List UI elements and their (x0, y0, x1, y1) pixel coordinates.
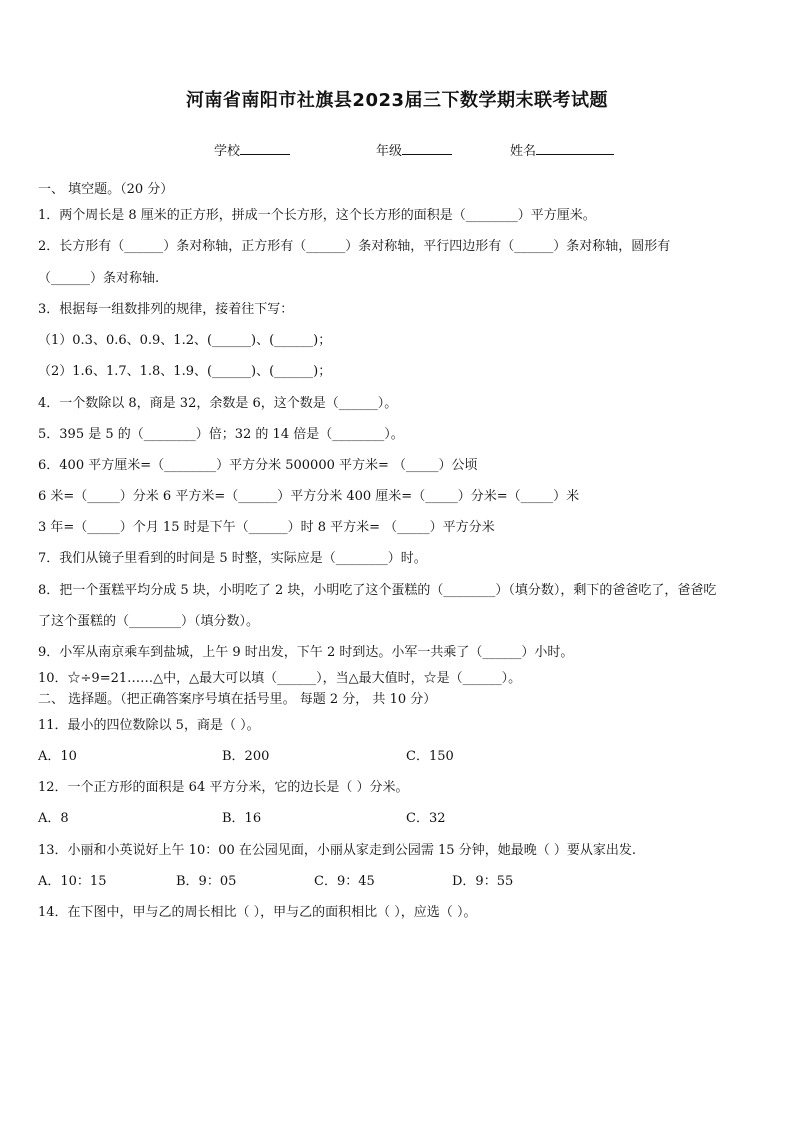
question-2-line-1: 2．长方形有（______）条对称轴，正方形有（______）条对称轴，平行四边形有（______）条对称轴，圆形有 (38, 239, 671, 254)
question-13-option-b: B．9：05 (176, 874, 237, 889)
name-blank (536, 142, 614, 155)
question-14: 14．在下图中，甲与乙的周长相比（ ），甲与乙的面积相比（ ），应选（ ）。 (38, 905, 477, 920)
question-6-line-1: 6．400 平方厘米=（________）平方分米 500000 平方米= （_____）公顷 (38, 458, 478, 473)
question-8-line-2: 了这个蛋糕的（________）（填分数）。 (38, 614, 260, 629)
question-3-part-1: （1）0.3、0.6、0.9、1.2、(______)、(______)； (38, 333, 332, 348)
question-6-line-2: 6 米=（_____）分米 6 平方米=（______）平方分米 400 厘米=（_____）分米=（_____）米 (38, 489, 580, 504)
question-11-option-b: B．200 (222, 749, 270, 764)
question-2-line-2: （______）条对称轴. (38, 271, 160, 286)
question-11-option-a: A．10 (38, 749, 77, 764)
question-6-line-3: 3 年=（_____）个月 15 时是下午（______）时 8 平方米= （_____）平方分米 (38, 520, 495, 535)
question-13-option-c: C．9：45 (314, 874, 375, 889)
school-field (214, 140, 290, 159)
grade-field (376, 140, 452, 159)
question-12-option-a: A．8 (38, 811, 69, 826)
question-13-option-d: D．9：55 (452, 874, 514, 889)
question-11: 11．最小的四位数除以 5，商是（ ）。 (38, 718, 260, 733)
question-3-part-2: （2）1.6、1.7、1.8、1.9、(______)、(______)； (38, 364, 332, 379)
question-8-line-1: 8．把一个蛋糕平均分成 5 块，小明吃了 2 块，小明吃了这个蛋糕的（________）（填分数），剩下的爸爸吃了，爸爸吃 (38, 583, 717, 598)
question-9: 9．小军从南京乘车到盐城，上午 9 时出发，下午 2 时到达。小军一共乘了（______）小时。 (38, 645, 574, 660)
grade-label: 年级 (376, 144, 403, 159)
grade-blank (402, 142, 452, 155)
name-label: 姓名 (510, 144, 537, 159)
question-1: 1．两个周长是 8 厘米的正方形，拼成一个长方形，这个长方形的面积是（________）平方厘米。 (38, 208, 596, 223)
question-10: 10．☆÷9=21……△中，△最大可以填（______），当△最大值时，☆是（______）。 (38, 671, 522, 686)
page-title: 河南省南阳市社旗县2023届三下数学期末联考试题 (185, 90, 609, 111)
section-multiple-choice: 二、 选择题。（把正确答案序号填在括号里。 每题 2 分， 共 10 分） (38, 692, 437, 707)
question-3: 3．根据每一组数排列的规律，接着往下写： (38, 302, 294, 317)
question-13-option-a: A．10：15 (38, 874, 107, 889)
question-12-option-b: B．16 (222, 811, 262, 826)
section-fill-blank: 一、 填空题。（20 分） (38, 182, 174, 197)
question-4: 4．一个数除以 8，商是 32，余数是 6，这个数是（______）。 (38, 396, 398, 411)
question-11-option-c: C．150 (406, 749, 454, 764)
question-12: 12．一个正方形的面积是 64 平方分米，它的边长是（ ）分米。 (38, 780, 409, 795)
school-blank (240, 142, 290, 155)
question-5: 5．395 是 5 的（________）倍；32 的 14 倍是（________）。 (38, 427, 404, 442)
question-7: 7．我们从镜子里看到的时间是 5 时整，实际应是（________）时。 (38, 551, 427, 566)
question-12-option-c: C．32 (406, 811, 446, 826)
school-label: 学校 (214, 144, 241, 159)
question-13: 13．小丽和小英说好上午 10：00 在公园见面，小丽从家走到公园需 15 分钟，她最晚（ ）要从家出发. (38, 843, 636, 858)
name-field (510, 140, 614, 159)
